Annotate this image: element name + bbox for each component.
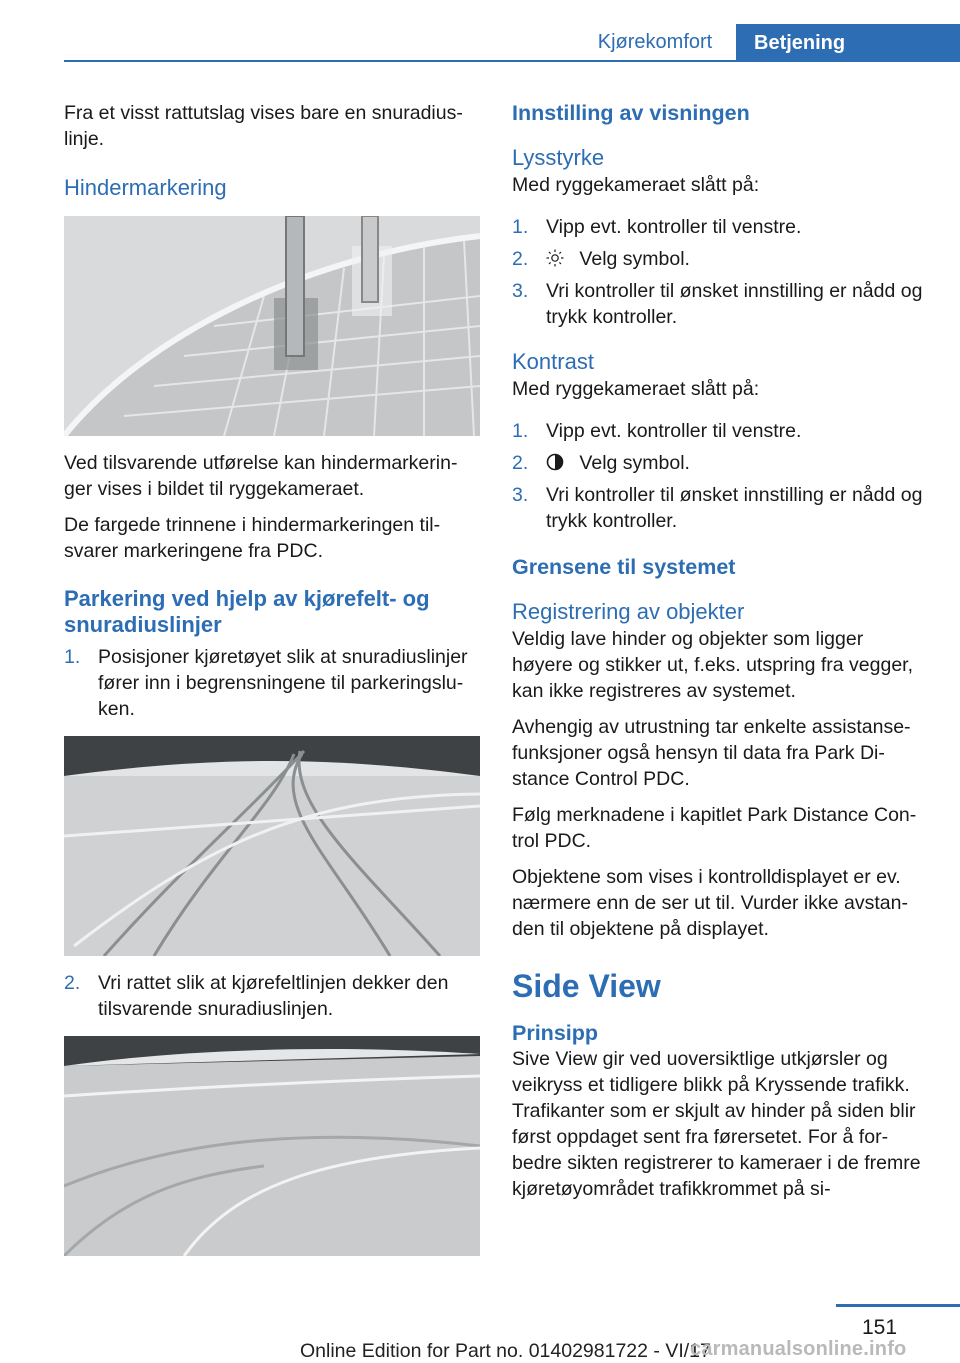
heading-parkering: Parkering ved hjelp av kjørefelt- og snuradiuslinjer bbox=[64, 586, 430, 637]
list-item: 3. Vri kontroller til ønsket innstilling er nådd og trykk kontroller. bbox=[512, 280, 923, 328]
list-item: 2. Velg symbol. bbox=[512, 248, 690, 270]
intro-paragraph: Fra et visst rattutslag vises bare en snuradius-linje. bbox=[64, 102, 463, 150]
footer-edition: Online Edition for Part no. 01402981722 - VI/17 bbox=[300, 1340, 711, 1362]
page-number: 151 bbox=[862, 1316, 898, 1339]
contrast-intro: Med ryggekameraet slått på: bbox=[512, 378, 760, 400]
contrast-steps-list bbox=[512, 418, 928, 534]
brightness-icon bbox=[546, 249, 564, 267]
left-column bbox=[64, 100, 480, 1270]
right-column bbox=[512, 100, 928, 1212]
page-number-rule bbox=[836, 1304, 960, 1307]
list-item: 1. Vipp evt. kontroller til venstre. bbox=[512, 216, 802, 238]
heading-lysstyrke: Lysstyrke bbox=[512, 145, 605, 170]
lane-lines-figure bbox=[64, 736, 480, 956]
obstacle-marking-figure bbox=[64, 216, 480, 436]
brightness-steps-list bbox=[512, 214, 928, 330]
header-section-kjorekomfort[interactable]: Kjørekomfort bbox=[576, 24, 734, 60]
parking-steps-list bbox=[64, 644, 480, 722]
contrast-icon bbox=[546, 453, 564, 471]
heading-prinsipp: Prinsipp bbox=[512, 1021, 599, 1045]
parking-steps-list-2 bbox=[64, 970, 480, 1022]
heading-side-view: Side View bbox=[512, 968, 661, 1004]
detection-paragraph-1: Veldig lave hinder og objekter som ligger høyere og stikker ut, f.eks. utspring fra vegger, kan ikke registreres av systemet. bbox=[512, 628, 914, 702]
list-item: 1. Vipp evt. kontroller til venstre. bbox=[512, 420, 802, 442]
heading-kontrast: Kontrast bbox=[512, 349, 594, 374]
principle-paragraph: Sive View gir ved uoversiktlige utkjørsler og veikryss et tidligere blikk på Kryssende trafikk. Trafikanter som er skjult av hinder på siden blir først oppdaget sent fra førersetet. For å for-bedre sikten registrerer to kameraer i de fremre kjøretøyområdet trafikkrommet på si- bbox=[512, 1048, 921, 1200]
watermark: carmanualsonline.info bbox=[690, 1338, 907, 1360]
detection-paragraph-4: Objektene som vises i kontrolldisplayet er ev. nærmere enn de ser ut til. Vurder ikke avstan-den til objektene på displayet. bbox=[512, 866, 908, 940]
list-item: 3. Vri kontroller til ønsket innstilling er nådd og trykk kontroller. bbox=[512, 484, 923, 532]
header-section-betjening[interactable]: Betjening bbox=[736, 24, 960, 62]
heading-hindermarkering: Hindermarkering bbox=[64, 175, 227, 200]
list-item: 1. Posisjoner kjøretøyet slik at snuradiuslinjer fører inn i begrensningene til parkeringslu-ken. bbox=[64, 646, 468, 720]
obstacle-paragraph-1: Ved tilsvarende utførelse kan hindermarkerin-ger vises i bildet til ryggekameraet. bbox=[64, 452, 458, 500]
heading-grensene: Grensene til systemet bbox=[512, 555, 736, 579]
heading-innstilling: Innstilling av visningen bbox=[512, 101, 750, 125]
page-header bbox=[0, 24, 960, 62]
obstacle-paragraph-2: De fargede trinnene i hindermarkeringen til-svarer markeringene fra PDC. bbox=[64, 514, 441, 562]
detection-paragraph-2: Avhengig av utrustning tar enkelte assistanse-funksjoner også hensyn til data fra Park Di-stance Control PDC. bbox=[512, 716, 911, 790]
list-item: 2. Vri rattet slik at kjørefeltlinjen dekker den tilsvarende snuradiuslinjen. bbox=[64, 972, 449, 1020]
detection-paragraph-3: Følg merknadene i kapitlet Park Distance Con-trol PDC. bbox=[512, 804, 917, 852]
heading-registrering: Registrering av objekter bbox=[512, 599, 745, 624]
steering-lines-figure bbox=[64, 1036, 480, 1256]
list-item: 2. Velg symbol. bbox=[512, 452, 690, 474]
brightness-intro: Med ryggekameraet slått på: bbox=[512, 174, 760, 196]
